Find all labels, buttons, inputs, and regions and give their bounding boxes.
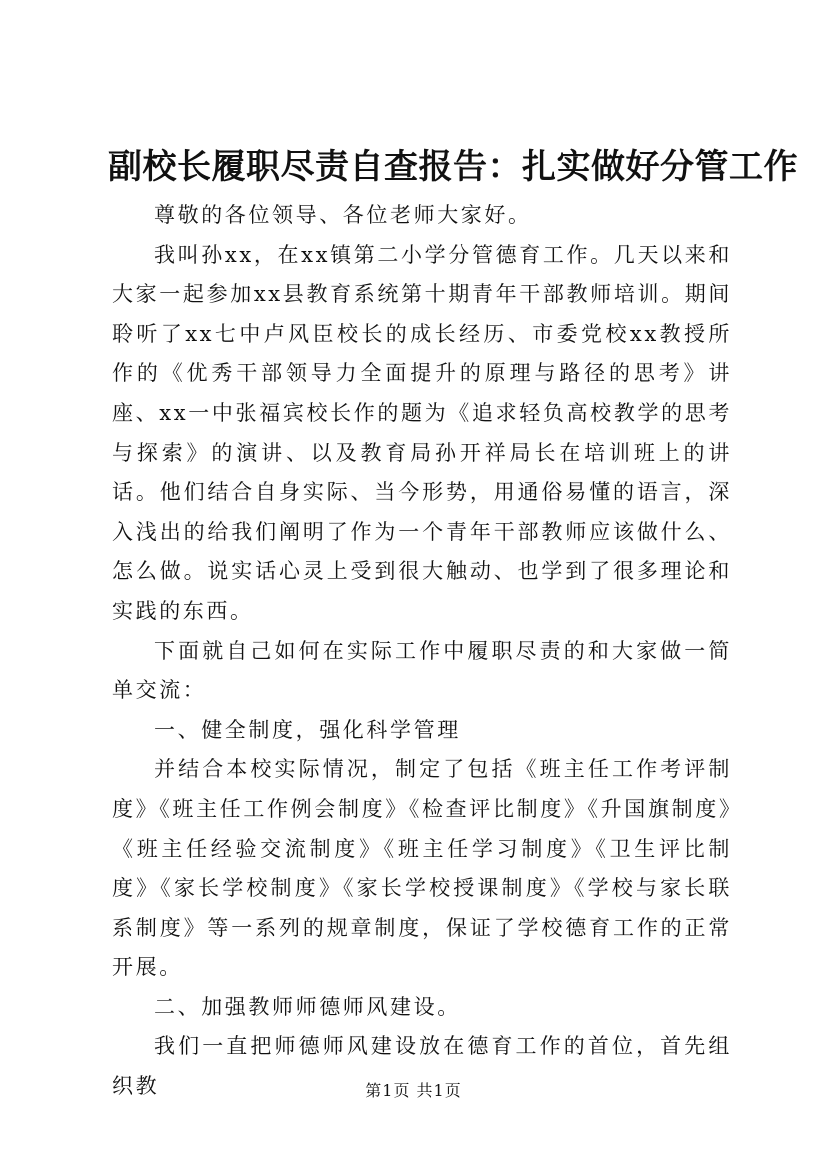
paragraph-ethics: 我们一直把师德师风建设放在德育工作的首位，首先组织教 xyxy=(112,1034,732,1099)
paragraph-introduction: 我叫孙xx，在xx镇第二小学分管德育工作。几天以来和大家一起参加xx县教育系统第十期青年干部教师培训。期间聆听了xx七中卢风臣校长的成长经历、市委党校xx教授所作的《优秀干部领导力全面提升的原理与路径的思考》讲座、xx一中张福宾校长作的题为《追求轻负高校教学的思考与探索》的演讲、以及教育局孙开祥局长在培训班上的讲话。他们结合自身实际、当今形势，用通俗易懂的语言，深入浅出的给我们阐明了作为一个青年干部教师应该做什么、怎么做。说实话心灵上受到很大触动、也学到了很多理论和实践的东西。 xyxy=(112,242,732,623)
paragraph-transition: 下面就自己如何在实际工作中履职尽责的和大家做一简单交流： xyxy=(112,638,732,703)
section-heading-2: 二、加强教师师德师风建设。 xyxy=(154,994,461,1019)
paragraph-regulations: 并结合本校实际情况，制定了包括《班主任工作考评制度》《班主任工作例会制度》《检查评比制度》《升国旗制度》《班主任经验交流制度》《班主任学习制度》《卫生评比制度》《家长学校制度》《家长学校授课制度》《学校与家长联系制度》等一系列的规章制度，保证了学校德育工作的正常开展。 xyxy=(112,757,732,980)
page-title: 副校长履职尽责自查报告：扎实做好分管工作 xyxy=(108,147,798,187)
document-body xyxy=(112,196,732,1107)
paragraph-greeting: 尊敬的各位领导、各位老师大家好。 xyxy=(154,203,532,227)
section-heading-1: 一、健全制度，强化科学管理 xyxy=(154,717,461,742)
page-number-footer: 第1页 共1页 xyxy=(365,1081,462,1100)
